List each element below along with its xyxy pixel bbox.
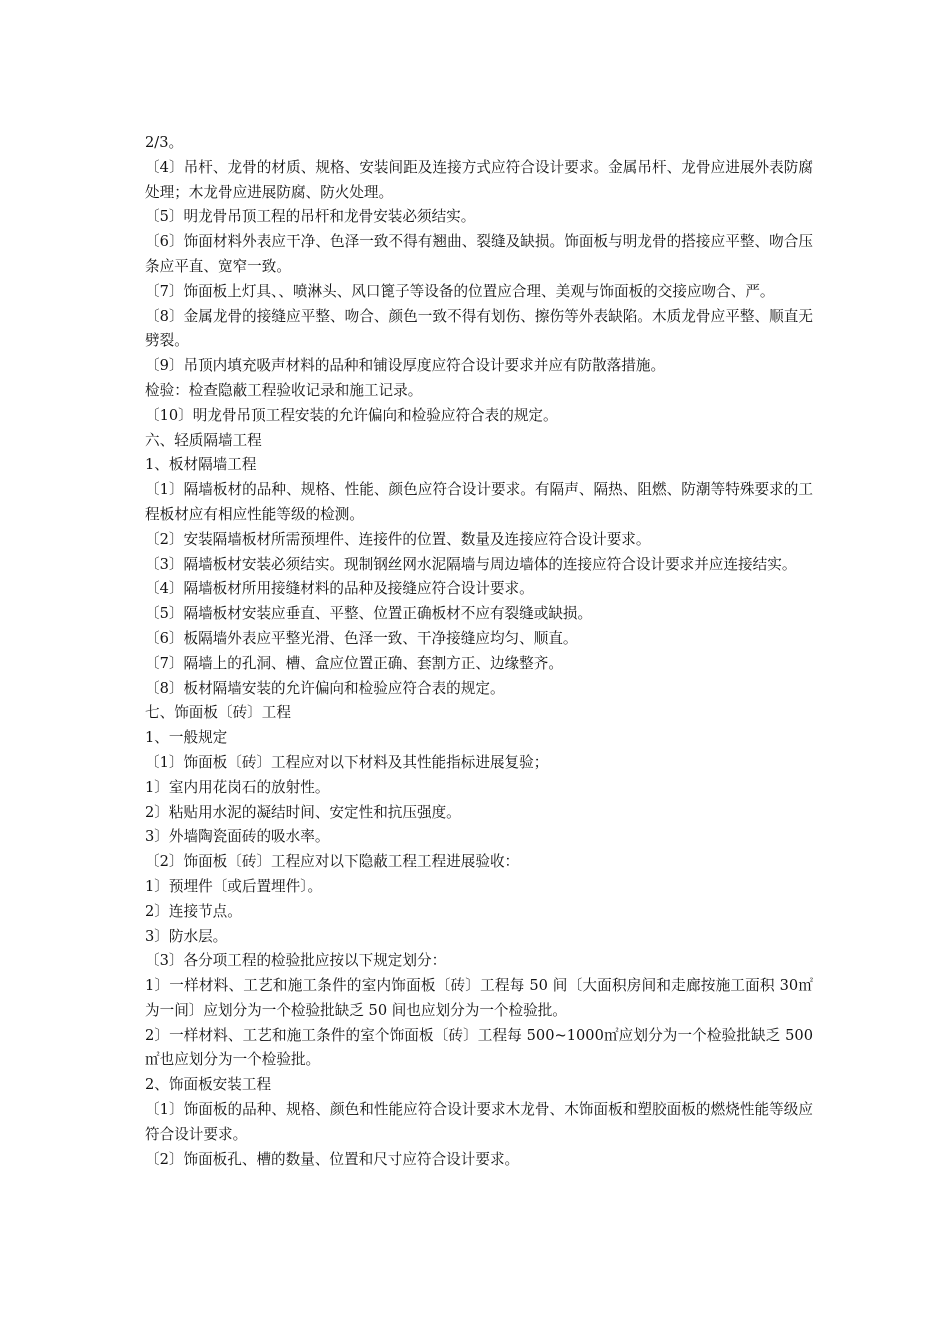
text-paragraph: 〔1〕饰面板〔砖〕工程应对以下材料及其性能指标进展复验； (145, 753, 549, 771)
text-paragraph: 〔5〕明龙骨吊顶工程的吊杆和龙骨安装必须结实。 (145, 208, 476, 226)
text-paragraph: 〔1〕隔墙板材的品种、规格、性能、颜色应符合设计要求。有隔声、隔热、阻燃、防潮等特殊要求的工程板材应有相应性能等级的检测。 (145, 481, 813, 523)
text-paragraph: 〔7〕饰面板上灯具、、喷淋头、风口篦子等设备的位置应合理、美观与饰面板的交接应吻合、严。 (145, 282, 775, 300)
text-paragraph: 〔2〕饰面板〔砖〕工程应对以下隐蔽工程工程进展验收： (145, 853, 520, 871)
list-item: 2〕粘贴用水泥的凝结时间、安定性和抗压强度。 (145, 803, 461, 821)
text-paragraph: 〔6〕饰面材料外表应干净、色泽一致不得有翘曲、裂缝及缺损。饰面板与明龙骨的搭接应平整、吻合压条应平直、宽窄一致。 (145, 233, 813, 275)
text-paragraph: 〔5〕隔墙板材安装应垂直、平整、位置正确板材不应有裂缝或缺损。 (145, 605, 593, 623)
list-item: 1〕预埋件〔或后置埋件〕。 (145, 877, 323, 895)
text-paragraph: 2/3。 (145, 134, 184, 151)
text-paragraph: 〔2〕安装隔墙板材所需预埋件、连接件的位置、数量及连接应符合设计要求。 (145, 530, 651, 548)
list-item: 2〕一样材料、工艺和施工条件的室个饰面板〔砖〕工程每 500~1000㎡应划分为一个检验批缺乏 500㎡也应划分为一个检验批。 (145, 1026, 813, 1069)
text-paragraph: 〔6〕板隔墙外表应平整光滑、色泽一致、干净接缝应均匀、顺直。 (145, 629, 578, 647)
text-paragraph: 〔8〕板材隔墙安装的允许偏向和检验应符合表的规定。 (145, 679, 505, 697)
list-item: 3〕防水层。 (145, 927, 228, 945)
text-paragraph: 〔4〕吊杆、龙骨的材质、规格、安装间距及连接方式应符合设计要求。金属吊杆、龙骨应进展外表防腐处理；木龙骨应进展防腐、防火处理。 (145, 158, 813, 201)
document-body (145, 131, 813, 1172)
subsection-heading: 1、板材隔墙工程 (145, 456, 257, 474)
text-paragraph: 〔7〕隔墙上的孔洞、槽、盒应位置正确、套割方正、边缘整齐。 (145, 654, 563, 672)
text-paragraph: 〔2〕饰面板孔、槽的数量、位置和尺寸应符合设计要求。 (145, 1150, 520, 1168)
subsection-heading: 2、饰面板安装工程 (145, 1076, 272, 1094)
list-item: 1〕一样材料、工艺和施工条件的室内饰面板〔砖〕工程每 50 间〔大面积房间和走廊按施工面积 30㎡为一间〕应划分为一个检验批缺乏 50 间也应划分为一个检验批。 (145, 977, 813, 1019)
text-paragraph: 〔3〕各分项工程的检验批应按以下规定划分： (145, 952, 447, 970)
section-heading: 六、轻质隔墙工程 (145, 431, 262, 449)
text-paragraph: 〔4〕隔墙板材所用接缝材料的品种及接缝应符合设计要求。 (145, 580, 534, 598)
list-item: 2〕连接节点。 (145, 902, 242, 920)
text-paragraph: 〔1〕饰面板的品种、规格、颜色和性能应符合设计要求木龙骨、木饰面板和塑胶面板的燃烧性能等级应符合设计要求。 (145, 1101, 813, 1143)
list-item: 1〕室内用花岗石的放射性。 (145, 778, 330, 796)
text-paragraph: 〔10〕明龙骨吊顶工程安装的允许偏向和检验应符合表的规定。 (145, 406, 558, 424)
text-paragraph: 〔3〕隔墙板材安装必须结实。现制钢丝网水泥隔墙与周边墙体的连接应符合设计要求并应连接结实。 (145, 555, 797, 573)
list-item: 3〕外墙陶瓷面砖的吸水率。 (145, 828, 330, 846)
section-heading: 七、饰面板〔砖〕工程 (145, 704, 291, 722)
text-paragraph: 〔9〕吊顶内填充吸声材料的品种和铺设厚度应符合设计要求并应有防散落措施。 (145, 357, 666, 375)
text-paragraph: 检验：检查隐蔽工程验收记录和施工记录。 (145, 381, 423, 399)
subsection-heading: 1、一般规定 (145, 729, 228, 747)
text-paragraph: 〔8〕金属龙骨的接缝应平整、吻合、颜色一致不得有划伤、擦伤等外表缺陷。木质龙骨应平整、顺直无劈裂。 (145, 307, 813, 350)
